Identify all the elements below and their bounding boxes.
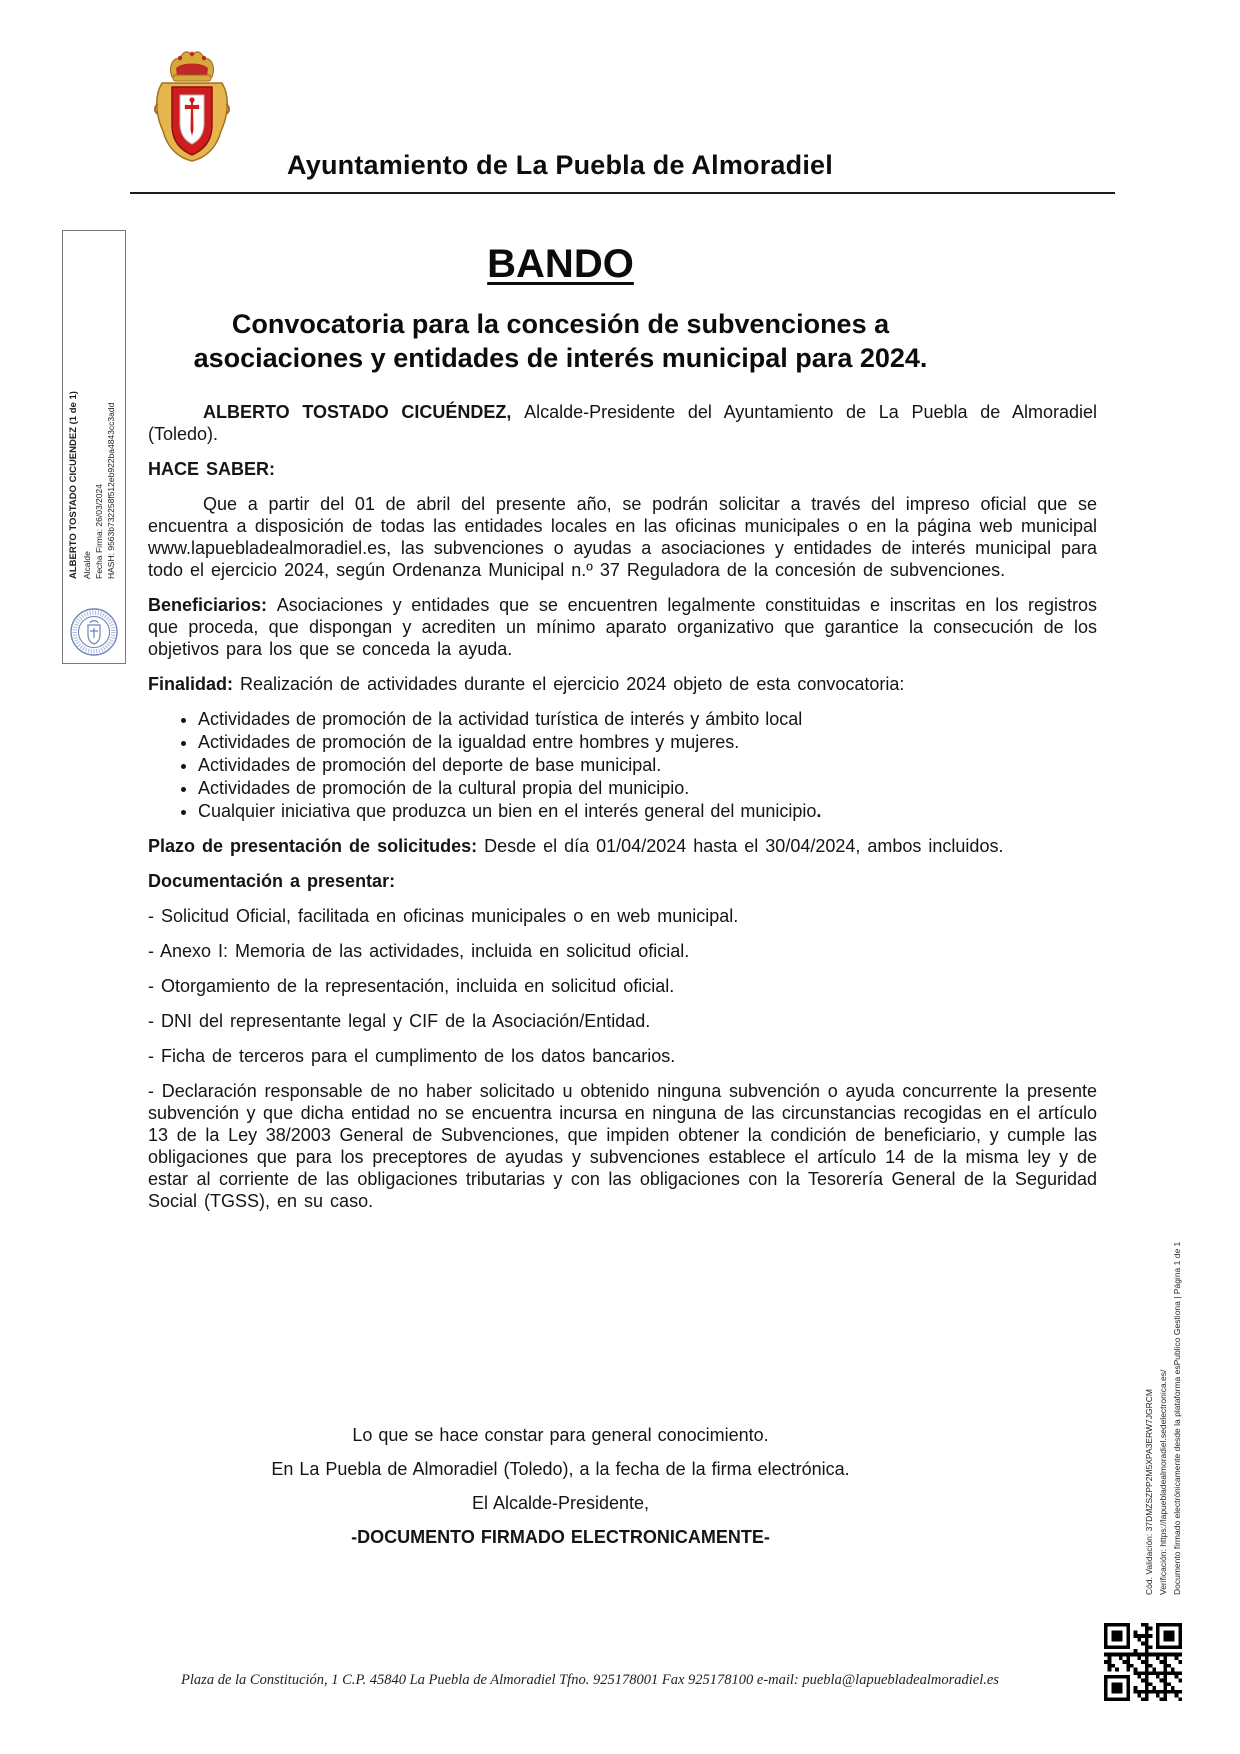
bullet-item bbox=[198, 708, 1097, 731]
doc-item-2 bbox=[148, 940, 1097, 962]
text-run: - Declaración responsable de no haber solicitado u obtenido ninguna subvención o ayuda concurrente la presente subvención y que dicha entidad no se encuentra incursa en ninguna de las circunstancias recogidas en el artículo 13 de la Ley 38/2003 General de Subvenciones, que impiden obtener la condición de beneficiario, y cumple las obligaciones que para los preceptores de ayudas y subvenciones establece el artículo 14 de la misma ley y de estar al corriente de las obligaciones tributarias y con las obligaciones con la Tesorería General de la Seguridad Social (TGSS), en su caso. bbox=[148, 1081, 1097, 1211]
text-run: HACE SABER: bbox=[148, 459, 276, 479]
doc-item-1 bbox=[148, 905, 1097, 927]
text-run: Beneficiarios: bbox=[148, 595, 277, 615]
para-plazo bbox=[148, 835, 1097, 857]
bullet-item bbox=[198, 800, 1097, 823]
signature-hash: HASH: 9563b732258f512eb922ba4843cc3add bbox=[106, 402, 116, 579]
document-blocks bbox=[148, 401, 1097, 1212]
blue-seal-icon bbox=[68, 606, 120, 658]
text-run: - Otorgamiento de la representación, incluida en solicitud oficial. bbox=[148, 976, 675, 996]
doc-item-6 bbox=[148, 1080, 1097, 1212]
para-intro bbox=[148, 401, 1097, 445]
text-run: Plazo de presentación de solicitudes: bbox=[148, 836, 485, 856]
para-anuncio bbox=[148, 493, 1097, 581]
footer-address: Plaza de la Constitución, 1 C.P. 45840 La Puebla de Almoradiel Tfno. 925178001 Fax 925178100 e-mail: puebla@lapuebladealmoradiel.es bbox=[181, 1672, 999, 1688]
document-title: BANDO bbox=[487, 242, 634, 286]
para-beneficiarios bbox=[148, 594, 1097, 660]
doc-item-4 bbox=[148, 1010, 1097, 1032]
page-title: Ayuntamiento de La Puebla de Almoradiel bbox=[287, 150, 833, 180]
text-run: Alcalde-Presidente del Ayuntamiento de La Puebla de Almoradiel (Toledo). bbox=[148, 402, 1097, 444]
signature-validation-box bbox=[62, 230, 126, 664]
bullet-item bbox=[198, 731, 1097, 754]
text-run: Actividades de promoción de la cultural propia del municipio. bbox=[198, 778, 690, 798]
text-run: - Ficha de terceros para el cumplimento de los datos bancarios. bbox=[148, 1046, 676, 1066]
text-run: Cualquier iniciativa que produzca un bien en el interés general del municipio bbox=[198, 801, 817, 821]
qr-code-icon bbox=[1104, 1620, 1182, 1704]
validation-sidebar bbox=[1142, 1055, 1186, 1595]
signature-role: Alcalde bbox=[82, 551, 92, 579]
signature-date: Fecha Firma: 26/03/2024 bbox=[94, 484, 104, 579]
signature-signer: ALBERTO TOSTADO CICUENDEZ (1 de 1) bbox=[68, 391, 79, 579]
text-run: Desde el día 01/04/2024 hasta el 30/04/2024, ambos incluidos. bbox=[484, 836, 1004, 856]
document-body bbox=[148, 236, 1097, 1225]
text-run: - DNI del representante legal y CIF de la Asociación/Entidad. bbox=[148, 1011, 651, 1031]
bullet-item bbox=[198, 754, 1097, 777]
text-run: Actividades de promoción de la igualdad entre hombres y mujeres. bbox=[198, 732, 740, 752]
text-run: Documentación a presentar: bbox=[148, 871, 396, 891]
para-documentacion bbox=[148, 870, 1097, 892]
closing-line-3: El Alcalde-Presidente, bbox=[471, 1493, 650, 1513]
header-divider bbox=[130, 192, 1115, 194]
signed-electronically-line: -DOCUMENTO FIRMADO ELECTRONICAMENTE- bbox=[351, 1527, 770, 1547]
doc-item-5 bbox=[148, 1045, 1097, 1067]
bullet-item bbox=[198, 777, 1097, 800]
closing-line-2: En La Puebla de Almoradiel (Toledo), a la fecha de la firma electrónica. bbox=[271, 1459, 850, 1479]
municipal-coat-of-arms-icon bbox=[148, 46, 236, 164]
text-run: Finalidad: bbox=[148, 674, 240, 694]
lista-actividades bbox=[148, 708, 1097, 823]
closing-line-1: Lo que se hace constar para general conocimiento. bbox=[352, 1425, 769, 1445]
validation-code: Cód. Validación: 37DMZSZPP2M5XPA3ERW7JGRCM bbox=[1144, 1389, 1154, 1595]
document-subtitle: Convocatoria para la concesión de subvenciones a asociaciones y entidades de interés municipal para 2024. bbox=[193, 309, 928, 373]
text-run: . bbox=[816, 801, 822, 821]
text-run: Realización de actividades durante el ejercicio 2024 objeto de esta convocatoria: bbox=[240, 674, 905, 694]
text-run: Actividades de promoción del deporte de base municipal. bbox=[198, 755, 662, 775]
text-run: Actividades de promoción de la actividad turística de interés y ámbito local bbox=[198, 709, 803, 729]
verification-url: Verificación: https://lapuebladealmoradiel.sedelectronica.es/ bbox=[1158, 1369, 1168, 1595]
text-run: Asociaciones y entidades que se encuentren legalmente constituidas e inscritas en los registros que proceda, que dispongan y acrediten un mínimo aparato organizativo que garantice la consecución de los objetivos para los que se conceda la ayuda. bbox=[148, 595, 1098, 659]
doc-item-3 bbox=[148, 975, 1097, 997]
signature-text bbox=[67, 241, 119, 579]
para-hace-saber bbox=[148, 458, 1097, 480]
closing-block bbox=[148, 1425, 973, 1561]
text-run: - Anexo I: Memoria de las actividades, incluida en solicitud oficial. bbox=[148, 941, 690, 961]
text-run: ALBERTO TOSTADO CICUÉNDEZ, bbox=[203, 402, 525, 422]
platform-page-info: Documento firmado electrónicamente desde la plataforma esPublico Gestiona | Página 1 de 1 bbox=[1172, 1241, 1182, 1595]
text-run: - Solicitud Oficial, facilitada en oficinas municipales o en web municipal. bbox=[148, 906, 739, 926]
para-finalidad bbox=[148, 673, 1097, 695]
text-run: Que a partir del 01 de abril del presente año, se podrán solicitar a través del impreso oficial que se encuentra a disposición de todas las entidades locales en las oficinas municipales o en la página web municipal www.lapuebladealmoradiel.es, las subvenciones o ayudas a asociaciones y entidades de interés municipal para todo el ejercicio 2024, según Ordenanza Municipal n.º 37 Reguladora de la concesión de subvenciones. bbox=[148, 494, 1097, 580]
